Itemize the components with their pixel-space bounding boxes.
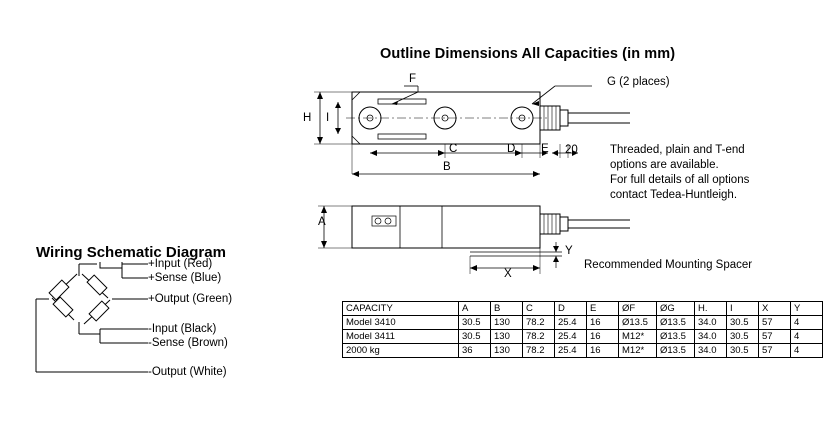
callout-g: G (2 places): [607, 76, 670, 88]
cell-h: 34.0: [695, 344, 727, 358]
note-line-3: For full details of all options: [610, 174, 750, 186]
wire-label-output-white: -Output (White): [148, 366, 227, 378]
cell-e: 16: [587, 344, 619, 358]
cell-of: Ø13.5: [619, 316, 657, 330]
cell-y: 4: [791, 316, 823, 330]
cell-y: 4: [791, 344, 823, 358]
cell-c: 78.2: [523, 316, 555, 330]
cell-h: 34.0: [695, 316, 727, 330]
cell-of: M12*: [619, 344, 657, 358]
cell-model: 2000 kg: [343, 344, 459, 358]
callout-a: A: [318, 216, 326, 228]
cell-b: 130: [491, 316, 523, 330]
wiring-schematic-drawing: [22, 262, 272, 402]
table-row: [343, 330, 823, 344]
wire-label-sense-brown: -Sense (Brown): [148, 337, 228, 349]
wire-label-sense-blue: +Sense (Blue): [148, 272, 222, 284]
wire-label-input-black: -Input (Black): [148, 323, 217, 335]
callout-20: 20: [565, 144, 578, 156]
callout-e: E: [541, 143, 549, 155]
callout-b: B: [443, 161, 451, 173]
table-header-e: E: [587, 302, 619, 316]
cell-og: Ø13.5: [657, 330, 695, 344]
cell-og: Ø13.5: [657, 316, 695, 330]
callout-h: H: [303, 112, 312, 124]
cell-x: 57: [759, 330, 791, 344]
table-header-y: Y: [791, 302, 823, 316]
cell-i: 30.5: [727, 316, 759, 330]
cell-of: M12*: [619, 330, 657, 344]
cell-x: 57: [759, 316, 791, 330]
callout-d: D: [507, 143, 516, 155]
cell-b: 130: [491, 330, 523, 344]
cell-model: Model 3411: [343, 330, 459, 344]
outline-dimensions-title: Outline Dimensions All Capacities (in mm): [380, 46, 676, 62]
table-header-b: B: [491, 302, 523, 316]
callout-c: C: [449, 143, 458, 155]
table-header-og: ØG: [657, 302, 695, 316]
callout-y: Y: [565, 245, 573, 257]
cell-x: 57: [759, 344, 791, 358]
cell-y: 4: [791, 330, 823, 344]
table-header-of: ØF: [619, 302, 657, 316]
cell-e: 16: [587, 316, 619, 330]
side-view-drawing: [300, 190, 640, 290]
note-line-2: options are available.: [610, 159, 719, 171]
callout-x: X: [504, 268, 512, 280]
cell-i: 30.5: [727, 344, 759, 358]
wire-label-output-green: +Output (Green): [148, 293, 233, 305]
table-header-d: D: [555, 302, 587, 316]
cell-i: 30.5: [727, 330, 759, 344]
cell-d: 25.4: [555, 330, 587, 344]
table-header-x: X: [759, 302, 791, 316]
table-header-capacity: CAPACITY: [343, 302, 459, 316]
cell-b: 130: [491, 344, 523, 358]
cell-a: 36: [459, 344, 491, 358]
table-header-row: [343, 302, 823, 316]
specifications-table: [342, 301, 823, 358]
table-header-a: A: [459, 302, 491, 316]
cell-model: Model 3410: [343, 316, 459, 330]
cell-e: 16: [587, 330, 619, 344]
mounting-spacer-note: Recommended Mounting Spacer: [584, 259, 753, 271]
wiring-schematic-title: Wiring Schematic Diagram: [36, 244, 226, 261]
note-line-1: Threaded, plain and T-end: [610, 144, 745, 156]
note-line-4: contact Tedea-Huntleigh.: [610, 189, 738, 201]
cell-c: 78.2: [523, 344, 555, 358]
cell-a: 30.5: [459, 316, 491, 330]
callout-i: I: [326, 112, 330, 124]
cell-d: 25.4: [555, 344, 587, 358]
wire-label-input-red: +Input (Red): [148, 258, 213, 270]
cell-c: 78.2: [523, 330, 555, 344]
table-header-c: C: [523, 302, 555, 316]
table-header-h: H.: [695, 302, 727, 316]
cell-a: 30.5: [459, 330, 491, 344]
top-view-dimension-lines: [300, 144, 640, 182]
cell-d: 25.4: [555, 316, 587, 330]
table-row: [343, 344, 823, 358]
cell-og: Ø13.5: [657, 344, 695, 358]
table-header-i: I: [727, 302, 759, 316]
table-row: [343, 316, 823, 330]
cell-h: 34.0: [695, 330, 727, 344]
callout-f: F: [409, 73, 417, 85]
